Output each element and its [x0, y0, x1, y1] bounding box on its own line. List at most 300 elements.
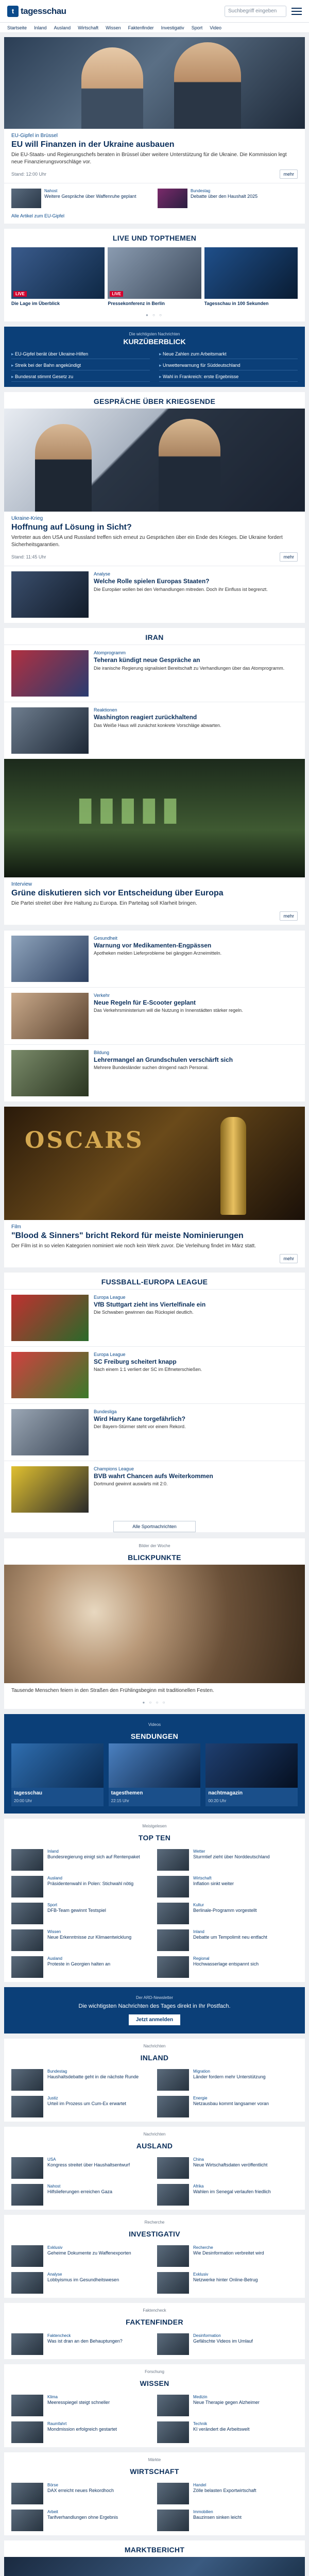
related-topline: Nahost	[44, 189, 58, 194]
tile-topline: Regional	[193, 1956, 210, 1961]
nav-item[interactable]: Inland	[34, 25, 47, 30]
tile-topline: Inland	[47, 1849, 59, 1854]
tile-thumb	[157, 1849, 189, 1871]
column-story[interactable]	[4, 1044, 305, 1101]
column-story[interactable]	[4, 987, 305, 1044]
section-tile[interactable]	[11, 2272, 152, 2294]
tile-title: Lobbyismus im Gesundheitswesen	[47, 2277, 119, 2283]
tile-thumb	[157, 2395, 189, 2416]
tile-topline: Faktencheck	[47, 2333, 71, 2338]
nav-item[interactable]: Sport	[191, 25, 203, 30]
story-topline: Champions League	[94, 1466, 134, 1471]
kurzueberblick-item[interactable]: ▸ Bundesrat stimmt Gesetz zu	[11, 372, 150, 382]
fussball-story[interactable]	[4, 1289, 305, 1346]
tile-topline: Klima	[47, 2395, 58, 2400]
section-tile[interactable]	[11, 2096, 152, 2117]
tile-thumb	[11, 1876, 43, 1897]
gespraeche-teaser: Vertreter aus den USA und Russland treffen sich erneut zu Gesprächen über ein Ende des Krieges. Die Ukraine fordert Sicherheitsgarantien.	[11, 535, 283, 548]
story-thumb	[11, 707, 89, 754]
topten-item[interactable]	[157, 1903, 298, 1924]
story-headline: VfB Stuttgart zieht ins Viertelfinale ein	[94, 1300, 206, 1308]
tile-topline: Exklusiv	[47, 2245, 63, 2250]
topten-item[interactable]	[157, 1849, 298, 1871]
nav-item[interactable]: Video	[210, 25, 222, 30]
sendung-time: 20:00 Uhr	[14, 1799, 32, 1804]
tile-title: Kongress streitet über Haushaltsentwurf	[47, 2162, 130, 2168]
tile-thumb	[157, 1929, 189, 1951]
tile-topline: Recherche	[193, 2245, 213, 2250]
iran-section	[4, 628, 305, 925]
sendungen-title: SENDUNGEN	[130, 1732, 179, 1741]
gespraeche-title: GESPRÄCHE ÜBER KRIEGSENDE	[93, 397, 216, 405]
oscars-image[interactable]: OSCARS	[4, 1107, 305, 1220]
section-grid	[4, 2479, 305, 2535]
sendung-thumb	[205, 1743, 298, 1788]
newsletter-pre: Der ARD-Newsletter	[135, 1995, 173, 2001]
section-title: WIRTSCHAFT	[130, 2467, 179, 2476]
section-tile[interactable]	[157, 2421, 298, 2443]
gespraeche-headline[interactable]: Hoffnung auf Lösung in Sicht?	[11, 522, 132, 532]
wirtschaft-section	[4, 2452, 305, 2535]
tile-title: Debatte um Tempolimit neu entfacht	[193, 1935, 267, 1940]
iran-feature-meta	[4, 911, 305, 925]
blickpunkte-section	[4, 1538, 305, 1709]
logo-mark: t	[7, 6, 19, 17]
marktbericht-section	[4, 2540, 305, 2576]
story-headline: SC Freiburg scheitert knapp	[94, 1358, 177, 1365]
tile-topline: Desinformation	[193, 2333, 221, 2338]
tile-title: Netzwerke hinter Online-Betrug	[193, 2277, 258, 2283]
topten-item[interactable]	[157, 1876, 298, 1897]
tile-title: Hilfslieferungen erreichen Gaza	[47, 2189, 113, 2195]
story-headline: Teheran kündigt neue Gespräche an	[94, 656, 200, 664]
gespraeche-image[interactable]	[4, 409, 305, 512]
gespraeche-more-button[interactable]: mehr	[280, 552, 298, 562]
section-tile[interactable]	[157, 2483, 298, 2504]
tile-title: DFB-Team gewinnt Testspiel	[47, 1908, 106, 1913]
live-item[interactable]	[108, 247, 201, 309]
tile-thumb	[11, 2184, 43, 2206]
live-item[interactable]	[11, 247, 105, 309]
tile-topline: Bundestag	[47, 2069, 67, 2074]
tile-thumb	[11, 2245, 43, 2267]
tile-thumb	[157, 2421, 189, 2443]
story-teaser: Dortmund gewinnt auswärts mit 2:0.	[94, 1481, 168, 1486]
iran-feature-image[interactable]: ▮▮▮▮▮	[4, 759, 305, 877]
wissen-section	[4, 2364, 305, 2447]
gespraeche-timestamp: Stand: 11:45 Uhr	[11, 554, 46, 560]
section-tile[interactable]	[157, 2333, 298, 2355]
tile-title: Berlinale-Programm vorgestellt	[193, 1908, 257, 1913]
oscars-topline: Film	[11, 1224, 21, 1230]
fussball-story[interactable]	[4, 1346, 305, 1403]
story-thumb	[11, 1466, 89, 1513]
tile-thumb	[11, 2157, 43, 2179]
story-topline: Gesundheit	[94, 935, 118, 941]
section-title: AUSLAND	[136, 2142, 173, 2150]
story-teaser: Apotheken melden Lieferprobleme bei gängigen Arzneimitteln.	[94, 951, 222, 956]
tile-thumb	[11, 2483, 43, 2504]
tile-topline: Wetter	[193, 1849, 205, 1854]
tile-thumb	[157, 1876, 189, 1897]
fussball-more-button[interactable]: Alle Sportnachrichten	[113, 1521, 196, 1532]
tile-topline: Afrika	[193, 2184, 204, 2189]
sendung-item[interactable]	[205, 1743, 298, 1806]
live-section	[4, 229, 305, 321]
tile-topline: USA	[47, 2157, 56, 2162]
story-thumb	[11, 650, 89, 697]
investigativ-section	[4, 2215, 305, 2298]
tile-title: DAX erreicht neues Rekordhoch	[47, 2488, 114, 2494]
section-tile[interactable]	[157, 2184, 298, 2206]
kurzueberblick-pre: Die wichtigsten Nachrichten	[129, 331, 180, 336]
sendung-item[interactable]	[11, 1743, 104, 1806]
tile-topline: Sport	[47, 1903, 58, 1908]
topten-item[interactable]	[11, 1849, 152, 1871]
fussball-title: FUSSBALL-EUROPA LEAGUE	[101, 1277, 208, 1286]
story-thumb	[11, 571, 89, 618]
oscars-headline[interactable]: "Blood & Sinners" bricht Rekord für meiste Nominierungen	[11, 1231, 244, 1240]
tile-title: Inflation sinkt weiter	[193, 1881, 234, 1887]
story-headline: Neue Regeln für E-Scooter geplant	[94, 998, 196, 1006]
live-thumb	[11, 247, 105, 299]
sendung-label: nachtmagazin	[208, 1790, 243, 1797]
header-tools	[225, 6, 302, 17]
topten-item[interactable]	[11, 1956, 152, 1978]
story-topline: Europa League	[94, 1351, 126, 1357]
story-headline: Wird Harry Kane torgefährlich?	[94, 1415, 185, 1422]
tile-topline: Medizin	[193, 2395, 208, 2400]
nav-item[interactable]: Investigativ	[161, 25, 184, 30]
nav-item[interactable]: Ausland	[54, 25, 71, 30]
section-tile[interactable]	[157, 2395, 298, 2416]
kurzueberblick-title: KURZÜBERBLICK	[123, 337, 186, 346]
tile-topline: China	[193, 2157, 204, 2162]
oscars-teaser: Der Film ist in so vielen Kategorien nominiert wie noch kein Werk zuvor. Die Verleihung findet im März statt.	[11, 1243, 256, 1249]
iran-more-button[interactable]: mehr	[280, 911, 298, 921]
story-thumb	[11, 936, 89, 982]
section-tile[interactable]	[157, 2096, 298, 2117]
kurzueberblick-list	[11, 350, 298, 382]
blickpunkte-title: BLICKPUNKTE	[128, 1553, 181, 1562]
tile-thumb	[11, 2069, 43, 2091]
hero-all-link[interactable]: Alle Artikel zum EU-Gipfel	[11, 213, 65, 219]
section-tile[interactable]	[11, 2510, 152, 2531]
kurzueberblick-item[interactable]: ▸ Unwetterwarnung für Süddeutschland	[159, 361, 298, 370]
sendung-label: tagesschau	[14, 1790, 43, 1797]
tile-topline: Nahost	[47, 2184, 61, 2189]
related-thumb	[158, 189, 187, 208]
tile-title: Bundesregierung einigt sich auf Rentenpaket	[47, 1854, 140, 1860]
tile-title: Tarifverhandlungen ohne Ergebnis	[47, 2515, 118, 2520]
story-headline: BVB wahrt Chancen aufs Weiterkommen	[94, 1472, 213, 1480]
tile-topline: Exklusiv	[193, 2272, 209, 2277]
section-pre: Märkte	[148, 2458, 161, 2463]
marktbericht-image[interactable]	[4, 2557, 305, 2576]
story-headline: Warnung vor Medikamenten-Engpässen	[94, 941, 212, 949]
column-story[interactable]	[4, 930, 305, 987]
topten-item[interactable]	[11, 1929, 152, 1951]
section-tile[interactable]	[11, 2421, 152, 2443]
section-tile[interactable]	[157, 2157, 298, 2179]
topten-title: TOP TEN	[138, 1834, 171, 1842]
tile-thumb	[157, 2510, 189, 2531]
section-grid	[4, 2391, 305, 2447]
sendung-time: 22:15 Uhr	[111, 1799, 129, 1804]
search-input[interactable]: Suchbegriff eingeben	[225, 6, 286, 17]
tile-thumb	[157, 1956, 189, 1978]
topten-item[interactable]	[157, 1956, 298, 1978]
tile-thumb	[11, 2395, 43, 2416]
menu-icon[interactable]	[291, 8, 302, 15]
live-badge: LIVE	[13, 291, 27, 297]
section-title: INVESTIGATIV	[129, 2230, 180, 2239]
tile-thumb	[11, 1849, 43, 1871]
story-topline: Reaktionen	[94, 707, 117, 713]
live-thumb	[204, 247, 298, 299]
fussball-story[interactable]	[4, 1461, 305, 1518]
tile-topline: Raumfahrt	[47, 2421, 67, 2427]
gespraeche-topline: Ukraine-Krieg	[11, 515, 43, 521]
tile-topline: Handel	[193, 2483, 207, 2488]
tile-title: Urteil im Prozess um Cum-Ex erwartet	[47, 2101, 127, 2107]
kurzueberblick-item[interactable]: ▸ Wahl in Frankreich: erste Ergebnisse	[159, 372, 298, 382]
story-topline: Atomprogramm	[94, 650, 126, 656]
iran-feature-topline: Interview	[11, 882, 32, 888]
related-title: Debatte über den Haushalt 2025	[191, 194, 258, 199]
tile-topline: Analyse	[47, 2272, 62, 2277]
section-pre: Nachrichten	[143, 2044, 166, 2049]
section-tile[interactable]	[157, 2272, 298, 2294]
section-grid	[4, 2329, 305, 2359]
section-grid	[4, 2241, 305, 2298]
logo-text: tagesschau	[21, 6, 66, 16]
hero-headline[interactable]: EU will Finanzen in der Ukraine ausbauen	[11, 140, 175, 149]
section-tile[interactable]	[11, 2069, 152, 2091]
gespraeche-meta	[4, 552, 305, 566]
tile-thumb	[11, 1956, 43, 1978]
section-grid	[4, 2153, 305, 2210]
sendung-time: 00:20 Uhr	[208, 1799, 227, 1804]
section-tile[interactable]	[157, 2069, 298, 2091]
live-carousel	[4, 245, 305, 311]
sendungen-list	[11, 1743, 298, 1806]
section-pre: Recherche	[144, 2220, 165, 2225]
tile-title: Mondmission erfolgreich gestartet	[47, 2427, 117, 2432]
tile-topline: Energie	[193, 2096, 208, 2101]
tile-title: Haushaltsdebatte geht in die nächste Runde	[47, 2074, 139, 2080]
tile-thumb	[11, 1929, 43, 1951]
faktenfinder-section	[4, 2303, 305, 2359]
kurzueberblick-box	[4, 327, 305, 387]
sendungen-pre: Videos	[148, 1722, 161, 1727]
live-title: LIVE UND TOPTHEMEN	[112, 234, 197, 243]
story-headline: Washington reagiert zurückhaltend	[94, 714, 197, 721]
newsletter-text: Die wichtigsten Nachrichten des Tages direkt in Ihr Postfach.	[78, 2003, 231, 2010]
tile-title: Netzausbau kommt langsamer voran	[193, 2101, 269, 2107]
tile-thumb	[157, 2184, 189, 2206]
section-tile[interactable]	[11, 2333, 152, 2355]
tile-title: Länder fordern mehr Unterstützung	[193, 2074, 266, 2080]
related-item[interactable]	[11, 189, 151, 208]
tile-thumb	[157, 2272, 189, 2294]
section-tile[interactable]	[11, 2184, 152, 2206]
story-thumb	[11, 1352, 89, 1398]
hero-card	[4, 37, 305, 224]
section-grid	[4, 2065, 305, 2122]
tile-topline: Wissen	[47, 1929, 61, 1935]
kurzueberblick-item[interactable]: ▸ EU-Gipfel berät über Ukraine-Hilfen	[11, 350, 150, 359]
hero-topline: EU-Gipfel in Brüssel	[11, 133, 58, 139]
section-tile[interactable]	[157, 2510, 298, 2531]
newsletter-button[interactable]: Jetzt anmelden	[129, 2014, 180, 2025]
carousel-dots[interactable]: ● ○ ○	[146, 312, 163, 317]
section-title: WISSEN	[140, 2379, 169, 2388]
tile-title: Wahlen im Senegal verlaufen friedlich	[193, 2189, 271, 2195]
tile-title: Neue Therapie gegen Alzheimer	[193, 2400, 260, 2405]
iran-title: IRAN	[145, 633, 164, 642]
tile-thumb	[11, 1903, 43, 1924]
live-caption: Pressekonferenz in Berlin	[108, 301, 165, 307]
iran-feature-teaser: Die Partei streitet über ihre Haltung zu Europa. Ein Parteitag soll Klarheit bringen.	[11, 901, 197, 907]
tile-thumb	[157, 2096, 189, 2117]
tile-thumb	[157, 2245, 189, 2267]
oscars-section	[4, 1107, 305, 1267]
tile-thumb	[11, 2272, 43, 2294]
column-stories	[4, 930, 305, 1101]
sendung-thumb	[11, 1743, 104, 1788]
iran-story[interactable]	[4, 645, 305, 702]
blickpunkte-image[interactable]	[4, 1565, 305, 1683]
sendungen-section	[4, 1714, 305, 1814]
topten-item[interactable]	[157, 1929, 298, 1951]
story-topline: Analyse	[94, 571, 111, 577]
oscars-more-button[interactable]: mehr	[280, 1254, 298, 1263]
story-headline: Lehrermangel an Grundschulen verschärft sich	[94, 1056, 233, 1063]
tile-title: KI verändert die Arbeitswelt	[193, 2427, 250, 2432]
tile-title: Hochwasserlage entspannt sich	[193, 1961, 259, 1967]
topten-item[interactable]	[11, 1903, 152, 1924]
tile-title: Bauzinsen sinken leicht	[193, 2515, 242, 2520]
tile-topline: Kultur	[193, 1903, 204, 1908]
iran-feature-headline[interactable]: Grüne diskutieren sich vor Entscheidung über Europa	[11, 889, 224, 898]
newsletter-box	[4, 1987, 305, 2033]
story-teaser: Das Verkehrsministerium will die Nutzung in Innenstädten stärker regeln.	[94, 1008, 243, 1013]
ausland-section	[4, 2127, 305, 2210]
blickpunkte-caption: Tausende Menschen feiern in den Straßen den Frühlingsbeginn mit traditionellen Festen.	[11, 1687, 214, 1693]
kurzueberblick-item[interactable]: ▸ Neue Zahlen zum Arbeitsmarkt	[159, 350, 298, 359]
blickpunkte-dots[interactable]: ● ○ ○ ○	[142, 1700, 167, 1705]
topten-item[interactable]	[11, 1876, 152, 1897]
story-teaser: Die iranische Regierung signalisiert Bereitschaft zu Verhandlungen über das Atomprogramm.	[94, 665, 285, 671]
tile-title: Zölle belasten Exportwirtschaft	[193, 2488, 256, 2494]
marktbericht-title: MARKTBERICHT	[124, 2546, 185, 2554]
kurzueberblick-item[interactable]: ▸ Streik bei der Bahn angekündigt	[11, 361, 150, 370]
story-headline: Welche Rolle spielen Europas Staaten?	[94, 578, 210, 585]
live-badge: LIVE	[110, 291, 123, 297]
tile-thumb	[11, 2333, 43, 2355]
story-topline: Bundesliga	[94, 1409, 117, 1414]
tile-topline: Ausland	[47, 1956, 62, 1961]
tile-thumb	[157, 2333, 189, 2355]
sendung-label: tagesthemen	[111, 1790, 143, 1797]
related-thumb	[11, 189, 41, 208]
tile-title: Wie Desinformation verbreitet wird	[193, 2250, 264, 2256]
nav-item[interactable]: Wirtschaft	[78, 25, 99, 30]
related-topline: Bundestag	[191, 189, 211, 194]
story-thumb	[11, 1409, 89, 1455]
section-pre: Faktencheck	[143, 2308, 166, 2313]
fussball-section	[4, 1273, 305, 1532]
section-tile[interactable]	[157, 2245, 298, 2267]
tile-topline: Immobilien	[193, 2510, 213, 2515]
hero-timestamp: Stand: 12:00 Uhr	[11, 172, 47, 177]
live-item[interactable]	[204, 247, 298, 309]
live-caption: Die Lage im Überblick	[11, 301, 60, 307]
tile-thumb	[11, 2510, 43, 2531]
tile-topline: Ausland	[47, 1876, 62, 1881]
site-header	[0, 0, 309, 23]
tile-title: Geheime Dokumente zu Waffenexporten	[47, 2250, 131, 2256]
hero-meta	[4, 170, 305, 183]
story-teaser: Nach einem 1:1 verliert der SC im Elfmeterschießen.	[94, 1366, 202, 1372]
nav-item[interactable]: Startseite	[7, 25, 27, 30]
fussball-story[interactable]	[4, 1403, 305, 1461]
nav-item[interactable]: Faktenfinder	[128, 25, 154, 30]
related-item[interactable]	[158, 189, 298, 208]
tile-topline: Börse	[47, 2483, 58, 2488]
section-tile[interactable]	[11, 2395, 152, 2416]
tile-topline: Arbeit	[47, 2510, 58, 2515]
story-teaser: Die Europäer wollen bei den Verhandlungen mitreden. Doch ihr Einfluss ist begrenzt.	[94, 586, 268, 592]
hero-related	[4, 183, 305, 213]
tile-topline: Wirtschaft	[193, 1876, 212, 1881]
tile-thumb	[157, 2157, 189, 2179]
iran-story[interactable]	[4, 702, 305, 759]
section-tile[interactable]	[11, 2245, 152, 2267]
hero-image[interactable]	[4, 37, 305, 129]
tile-title: Neue Wirtschaftsdaten veröffentlicht	[193, 2162, 268, 2168]
tile-thumb	[157, 2069, 189, 2091]
section-tile[interactable]	[11, 2483, 152, 2504]
tile-title: Neue Erkenntnisse zur Klimaentwicklung	[47, 1935, 132, 1940]
section-tile[interactable]	[11, 2157, 152, 2179]
tile-thumb	[157, 2483, 189, 2504]
section-pre: Forschung	[145, 2369, 164, 2375]
inland-section	[4, 2039, 305, 2122]
section-title: FAKTENFINDER	[126, 2318, 183, 2327]
related-title: Weitere Gespräche über Waffenruhe geplant	[44, 194, 136, 199]
nav-item[interactable]: Wissen	[106, 25, 121, 30]
story-teaser: Der Bayern-Stürmer steht vor einem Rekord.	[94, 1423, 186, 1429]
tile-topline: Inland	[193, 1929, 204, 1935]
tile-thumb	[11, 2096, 43, 2117]
tile-title: Präsidentenwahl in Polen: Stichwahl nötig	[47, 1881, 134, 1887]
tile-topline: Migration	[193, 2069, 210, 2074]
blickpunkte-pre: Bilder der Woche	[139, 1543, 170, 1548]
gespraeche-story[interactable]	[4, 566, 305, 623]
sendung-item[interactable]	[109, 1743, 201, 1806]
hero-more-button[interactable]: mehr	[280, 170, 298, 179]
logo[interactable]	[7, 6, 66, 17]
story-topline: Verkehr	[94, 992, 110, 998]
topten-grid	[4, 1845, 305, 1982]
tile-title: Was ist dran an den Behauptungen?	[47, 2338, 123, 2344]
live-thumb	[108, 247, 201, 299]
tile-title: Sturmtief zieht über Norddeutschland	[193, 1854, 270, 1860]
story-teaser: Das Weiße Haus will zunächst konkrete Vorschläge abwarten.	[94, 722, 221, 728]
tile-thumb	[11, 2421, 43, 2443]
